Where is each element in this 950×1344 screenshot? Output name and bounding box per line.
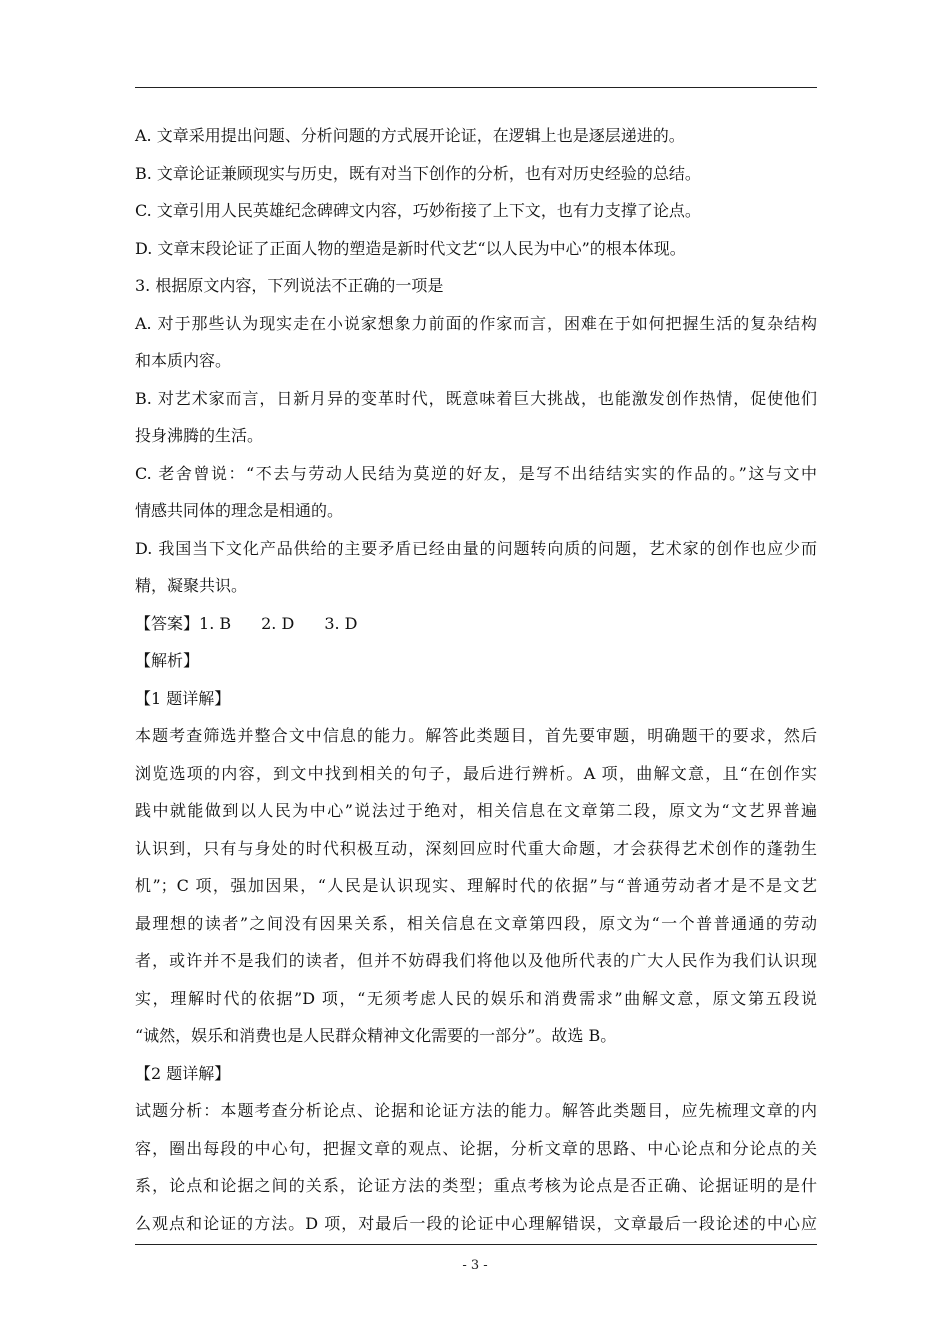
text-line: 实，理解时代的依据”D 项，“无须考虑人民的娱乐和消费需求”曲解文意，原文第五段说 (135, 988, 817, 1008)
text-line: 试题分析：本题考查分析论点、论据和论证方法的能力。解答此类题目，应先梳理文章的内 (135, 1101, 817, 1120)
analysis-heading: 【解析】 (135, 651, 200, 670)
text-line: B. 文章论证兼顾现实与历史，既有对当下创作的分析，也有对历史经验的总结。 (135, 163, 701, 183)
text-line: D. 我国当下文化产品供给的主要矛盾已经由量的问题转向质的问题，艺术家的创作也应少而 (135, 538, 817, 558)
document-body (135, 117, 817, 1242)
text-line: “诚然，娱乐和消费也是人民群众精神文化需要的一部分”。故选 B。 (135, 1026, 617, 1045)
q2-heading: 【2 题详解】 (135, 1063, 231, 1083)
text-line: C. 老舍曾说：“不去与劳动人民结为莫逆的好友，是写不出结结实实的作品的。”这与文中 (135, 463, 817, 483)
text-line: 浏览选项的内容，到文中找到相关的句子，最后进行辨析。A 项，曲解文意，且“在创作实 (135, 763, 817, 783)
text-line: 最理想的读者”之间没有因果关系，相关信息在文章第四段，原文为“一个普普通通的劳动 (135, 913, 817, 933)
text-line: 精，凝聚共识。 (135, 576, 248, 595)
page-number: - 3 - (462, 1258, 488, 1273)
q2-explanation (135, 1092, 817, 1242)
text-line: A. 对于那些认为现实走在小说家想象力前面的作家而言，困难在于如何把握生活的复杂结构 (135, 313, 817, 333)
text-line: 情感共同体的理念是相通的。 (135, 501, 344, 520)
text-line: 3. 根据原文内容，下列说法不正确的一项是 (135, 276, 444, 295)
text-line: C. 文章引用人民英雄纪念碑碑文内容，巧妙衔接了上下文，也有力支撑了论点。 (135, 201, 701, 220)
text-line: 践中就能做到以人民为中心”说法过于绝对，相关信息在文章第二段，原文为“文艺界普遍 (135, 801, 817, 820)
header-rule (135, 87, 817, 88)
answer-line (135, 605, 817, 643)
q1-heading: 【1 题详解】 (135, 688, 231, 708)
answer-item: 1. B (199, 613, 232, 633)
footer-rule (135, 1244, 817, 1245)
text-line: B. 对艺术家而言，日新月异的变革时代，既意味着巨大挑战，也能激发创作热情，促使他们 (135, 388, 817, 408)
text-line: 本题考查筛选并整合文中信息的能力。解答此类题目，首先要审题，明确题干的要求，然后 (135, 726, 817, 745)
text-line: 系，论点和论据之间的关系，论证方法的类型；重点考核为论点是否正确、论据证明的是什 (135, 1176, 817, 1195)
text-line: 机”；C 项，强加因果，“人民是认识现实、理解时代的依据”与“普通劳动者才是不是文艺 (135, 876, 817, 895)
text-line: 投身沸腾的生活。 (135, 426, 264, 445)
text-line: 者，或许并不是我们的读者，但并不妨碍我们将他以及他所代表的广大人民作为我们认识现 (135, 951, 817, 970)
answer-item: 2. D (261, 613, 295, 633)
text-line: D. 文章末段论证了正面人物的塑造是新时代文艺“以人民为中心”的根本体现。 (135, 238, 686, 258)
answer-item: 3. D (324, 613, 358, 633)
text-line: A. 文章采用提出问题、分析问题的方式展开论证，在逻辑上也是逐层递进的。 (135, 126, 685, 145)
question-options (135, 117, 817, 605)
text-line: 容，圈出每段的中心句，把握文章的观点、论据，分析文章的思路、中心论点和分论点的关 (135, 1138, 817, 1158)
text-line: 和本质内容。 (135, 351, 232, 370)
text-line: 认识到，只有与身处的时代积极互动，深刻回应时代重大命题，才会获得艺术创作的蓬勃生 (135, 838, 817, 858)
text-line: 么观点和论证的方法。D 项，对最后一段的论证中心理解错误，文章最后一段论述的中心应 (135, 1213, 817, 1233)
answer-prefix: 【答案】 (135, 613, 200, 633)
q1-explanation (135, 717, 817, 1055)
